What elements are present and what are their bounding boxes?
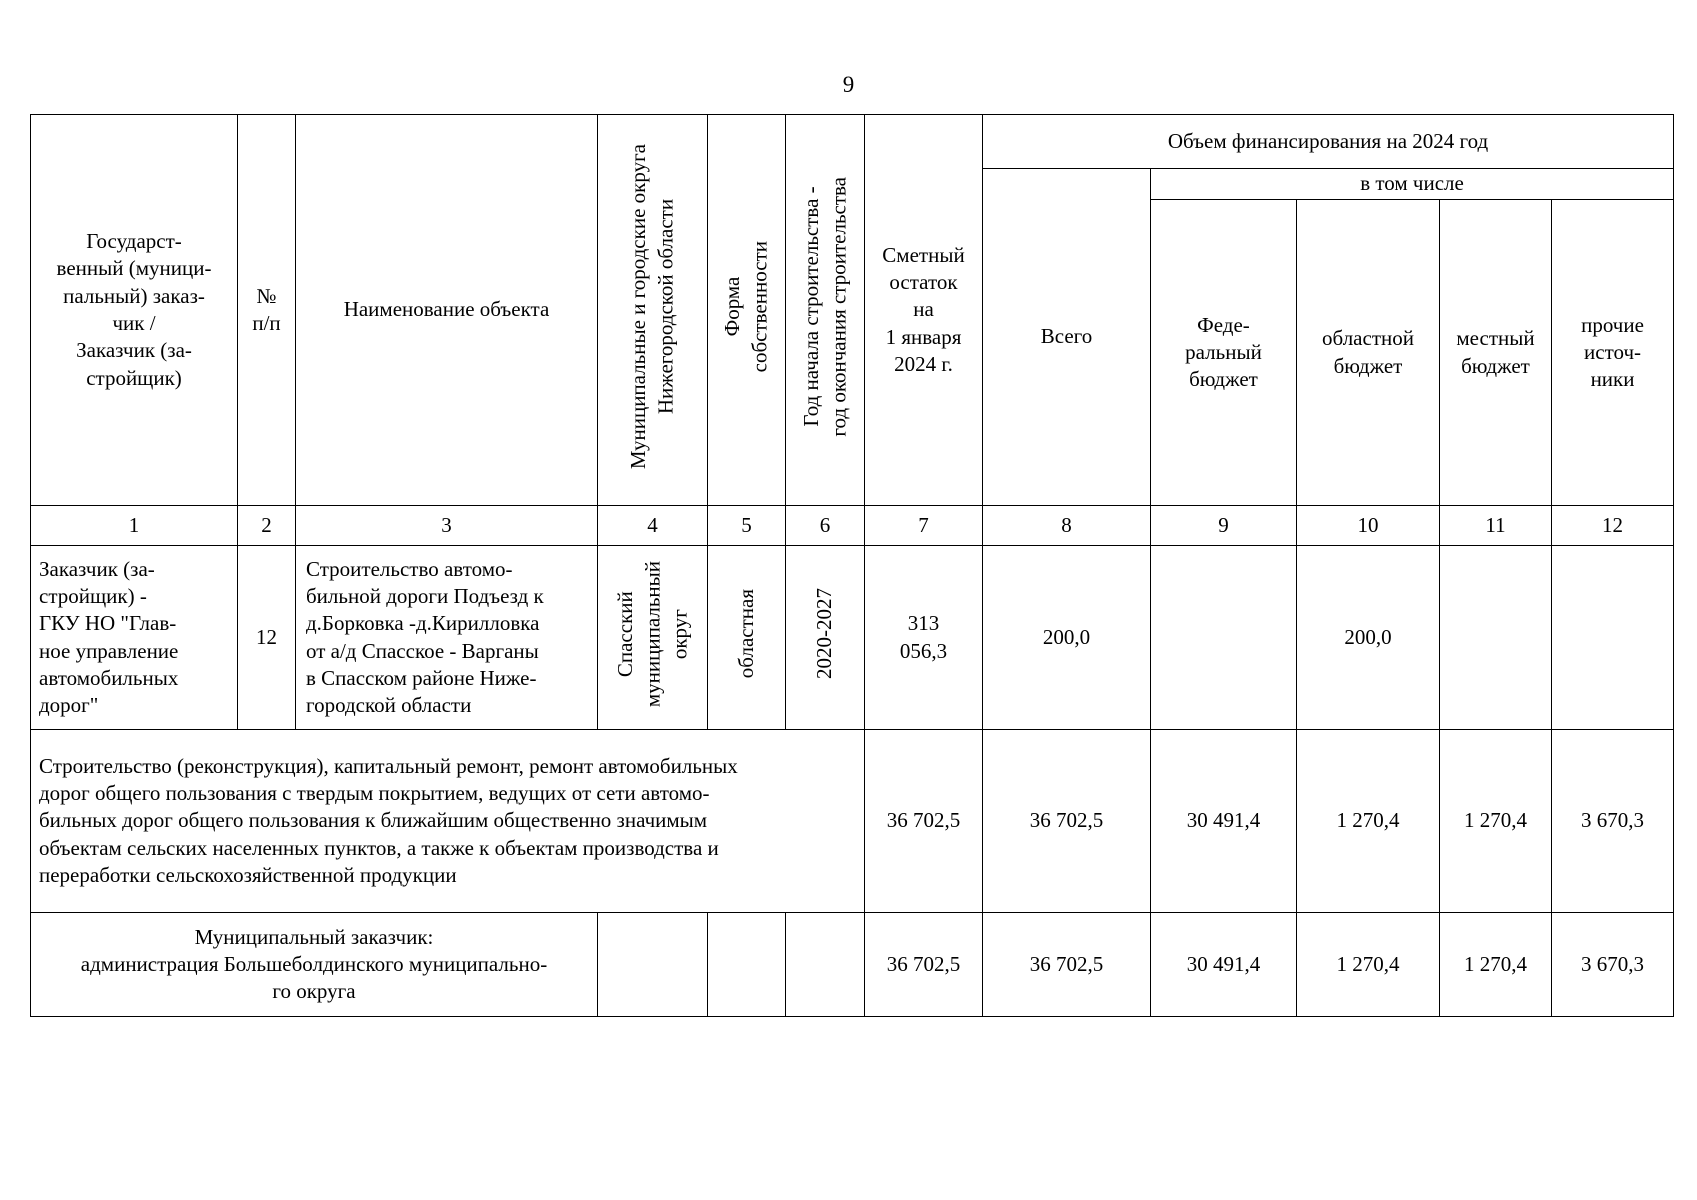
municipal-row [31, 913, 1674, 1017]
object-ownership: областная [733, 589, 758, 679]
object-other [1552, 546, 1674, 730]
municipal-empty-cell [708, 913, 786, 1017]
header-municipalities: Муниципальные и городские округа Нижегородской области [626, 143, 678, 469]
header-row-1 [31, 115, 1674, 169]
header-number: № п/п [238, 115, 296, 506]
object-balance: 313 056,3 [865, 546, 983, 730]
header-balance: Сметный остаток на 1 января 2024 г. [865, 115, 983, 506]
header-regional: областной бюджет [1297, 200, 1440, 506]
object-years-cell [786, 546, 865, 730]
header-including: в том числе [1151, 169, 1674, 200]
object-row [31, 546, 1674, 730]
header-object-name: Наименование объекта [296, 115, 598, 506]
section-other: 3 670,3 [1552, 730, 1674, 913]
column-number: 7 [865, 506, 983, 546]
column-number: 1 [31, 506, 238, 546]
column-number: 12 [1552, 506, 1674, 546]
object-customer: Заказчик (за- стройщик) - ГКУ НО "Глав- ное управление автомобильных дорог" [31, 546, 238, 730]
municipal-empty-cell [786, 913, 865, 1017]
object-local [1440, 546, 1552, 730]
column-number: 4 [598, 506, 708, 546]
header-ownership-cell [708, 115, 786, 506]
header-customer: Государст- венный (муници- пальный) заказ- чик / Заказчик (за- стройщик) [31, 115, 238, 506]
header-federal: Феде- ральный бюджет [1151, 200, 1297, 506]
section-federal: 30 491,4 [1151, 730, 1297, 913]
object-regional: 200,0 [1297, 546, 1440, 730]
header-financing: Объем финансирования на 2024 год [983, 115, 1674, 169]
municipal-balance: 36 702,5 [865, 913, 983, 1017]
section-total: 36 702,5 [983, 730, 1151, 913]
header-total: Всего [983, 169, 1151, 506]
municipal-federal: 30 491,4 [1151, 913, 1297, 1017]
column-number: 5 [708, 506, 786, 546]
column-number: 10 [1297, 506, 1440, 546]
object-federal [1151, 546, 1297, 730]
section-row [31, 730, 1674, 913]
object-number: 12 [238, 546, 296, 730]
header-municipalities-cell [598, 115, 708, 506]
header-ownership: Форма собственности [720, 240, 772, 373]
page-number: 9 [842, 72, 855, 97]
header-years: Год начала строительства - год окончания строительства [798, 176, 850, 437]
column-number: 11 [1440, 506, 1552, 546]
municipal-other: 3 670,3 [1552, 913, 1674, 1017]
object-name: Строительство автомо- бильной дороги Подъезд к д.Борковка -д.Кирилловка от а/д Спасское - Варганы в Спасском районе Ниже- городской области [296, 546, 598, 730]
section-local: 1 270,4 [1440, 730, 1552, 913]
column-number: 3 [296, 506, 598, 546]
column-number: 9 [1151, 506, 1297, 546]
header-other: прочие источ- ники [1552, 200, 1674, 506]
municipal-total: 36 702,5 [983, 913, 1151, 1017]
municipal-local: 1 270,4 [1440, 913, 1552, 1017]
financing-table [30, 114, 1674, 1017]
municipal-regional: 1 270,4 [1297, 913, 1440, 1017]
object-total: 200,0 [983, 546, 1151, 730]
object-ownership-cell [708, 546, 786, 730]
column-number: 2 [238, 506, 296, 546]
object-years: 2020-2027 [812, 588, 837, 680]
column-number: 6 [786, 506, 865, 546]
section-balance: 36 702,5 [865, 730, 983, 913]
municipal-empty-cell [598, 913, 708, 1017]
section-text: Строительство (реконструкция), капитальный ремонт, ремонт автомобильных дорог общего пользования с твердым покрытием, ведущих от сети автомо- бильных дорог общего пользования к ближайшим общественно значимым объектам сельских населенных пунктов, а также к объектам производства и переработки сельскохозяйственной продукции [31, 730, 865, 913]
object-municipality-cell [598, 546, 708, 730]
object-municipality: Спасский муниципальный округ [612, 560, 692, 707]
header-years-cell [786, 115, 865, 506]
column-number: 8 [983, 506, 1151, 546]
municipal-customer: Муниципальный заказчик: администрация Большеболдинского муниципально- го округа [31, 913, 598, 1017]
header-local: местный бюджет [1440, 200, 1552, 506]
section-regional: 1 270,4 [1297, 730, 1440, 913]
column-number-row [31, 506, 1674, 546]
